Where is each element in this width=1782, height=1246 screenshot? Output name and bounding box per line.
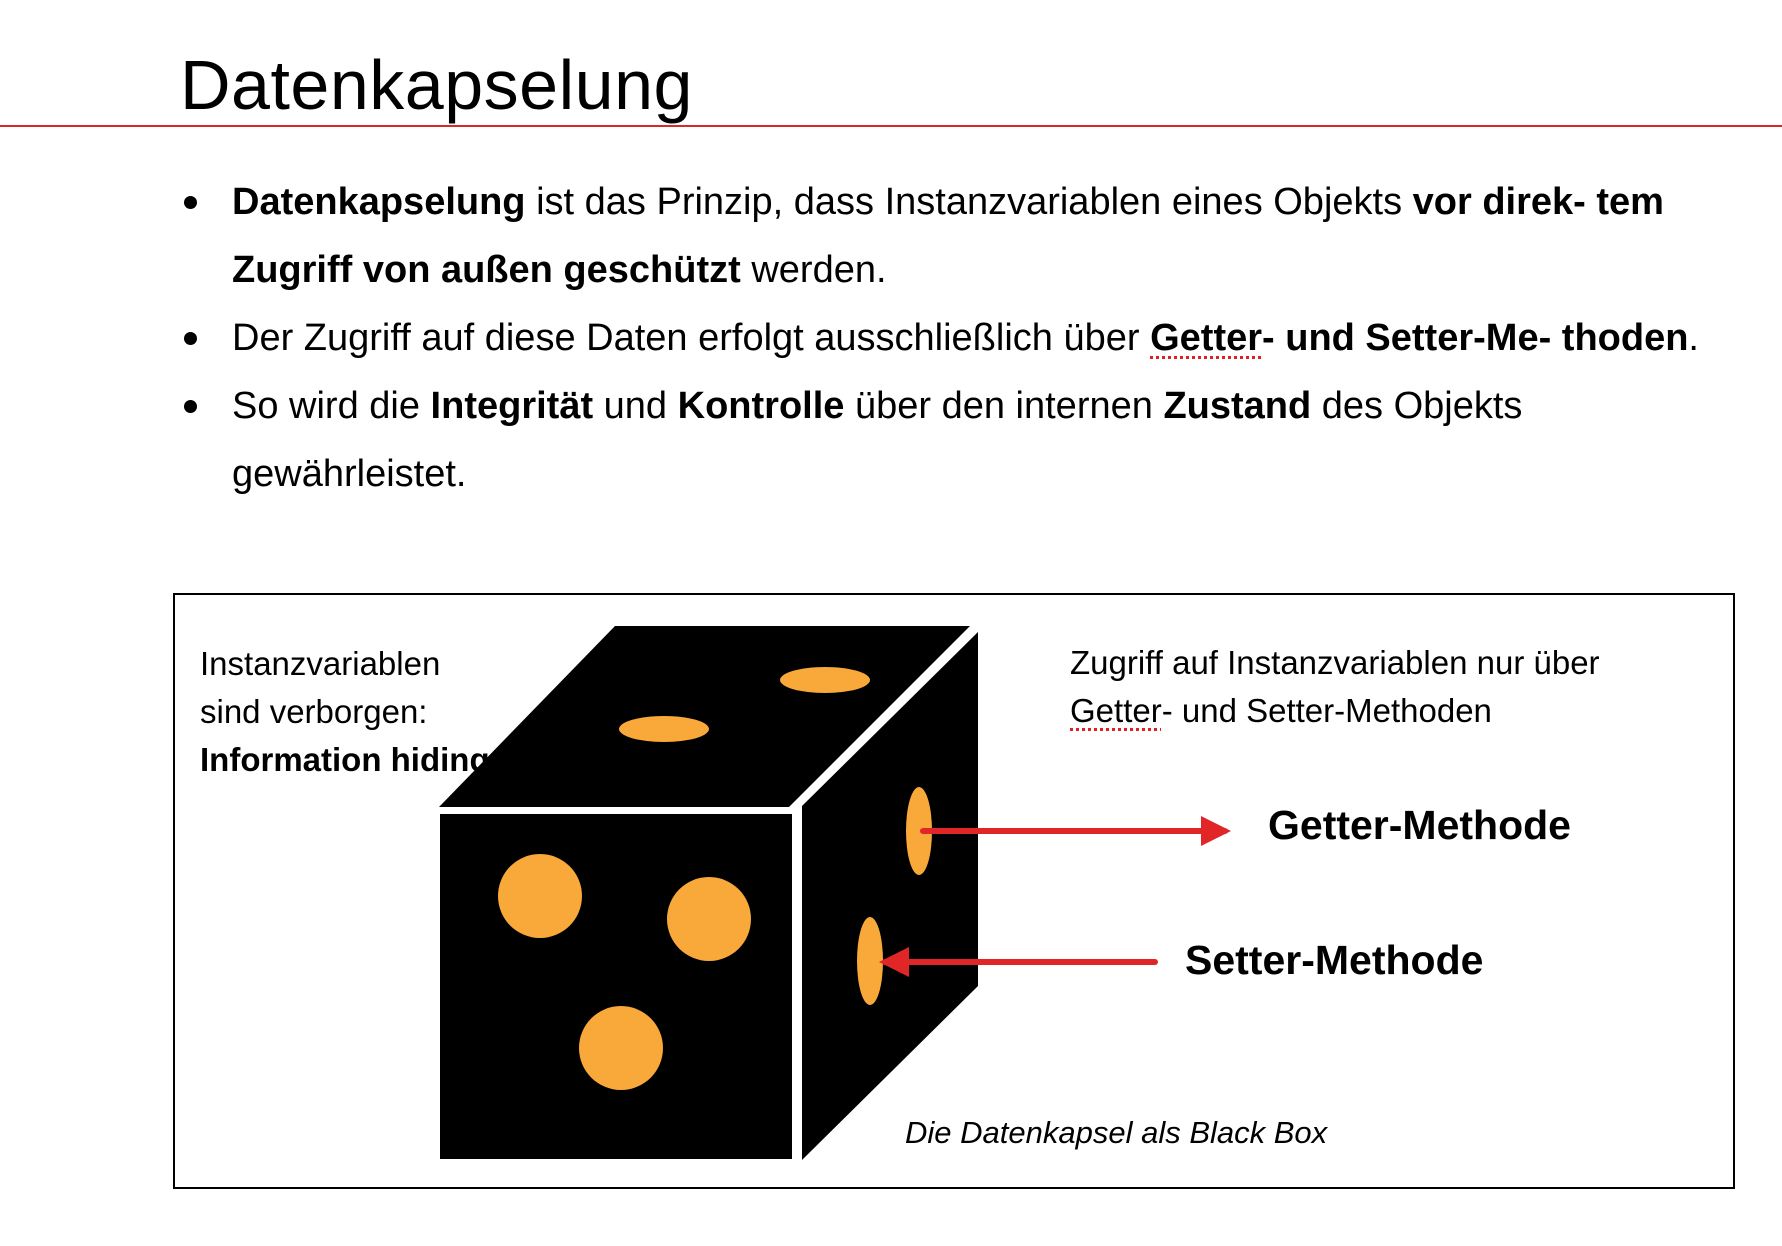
cube-front-dot [667,877,751,961]
bullet-text: des Objekts gewährleistet. [232,385,1523,495]
bullet-text: über den internen [844,385,1164,427]
slide-title: Datenkapselung [180,46,693,124]
bullet-encapsulation-definition [180,168,1720,304]
bullet-text: . [1688,317,1699,359]
cube-front-dot [579,1006,663,1090]
cube-front-dot [498,854,582,938]
note-text: Zugriff auf Instanzvariablen nur über [1070,644,1600,681]
term-control: Kontrolle [677,385,845,427]
figure-caption: Die Datenkapsel als Black Box [905,1115,1328,1150]
setter-label: Setter-Methode [1185,937,1484,983]
note-line: sind verborgen: [200,693,428,730]
note-bold: Information hiding [200,741,490,778]
term-state: Zustand [1163,385,1312,427]
bullet-text: Der Zugriff auf diese Daten erfolgt ausschließlich über [232,317,1151,359]
note-line: Instanzvariablen [200,645,441,682]
information-hiding-note [200,640,500,784]
term-setter: - und Setter-Me- thoden [1262,317,1689,359]
note-text: - und Setter-Methoden [1161,692,1492,729]
term-protected: vor direk- tem Zugriff von außen geschützt [232,181,1664,291]
cube-side-dot [857,917,883,1005]
bullet-list [180,168,1720,508]
bullet-access-methods [180,304,1720,372]
bullet-text: werden. [740,249,887,291]
bullet-text: So wird die [232,385,431,427]
cube-top-dot [780,667,870,693]
cube-front-face [440,814,792,1159]
bullet-integrity [180,372,1720,508]
getter-label: Getter-Methode [1268,802,1571,848]
note-getter: Getter [1070,692,1162,729]
title-divider [0,125,1782,127]
term-integrity: Integrität [430,385,594,427]
bullet-text: ist das Prinzip, dass Instanzvariablen eines Objekts [525,181,1413,223]
access-note [1070,639,1710,735]
bullet-text: und [593,385,678,427]
term-getter: Getter [1150,317,1263,359]
term-encapsulation: Datenkapselung [232,181,526,223]
cube-top-dot [619,716,709,742]
black-box-figure [173,593,1735,1189]
